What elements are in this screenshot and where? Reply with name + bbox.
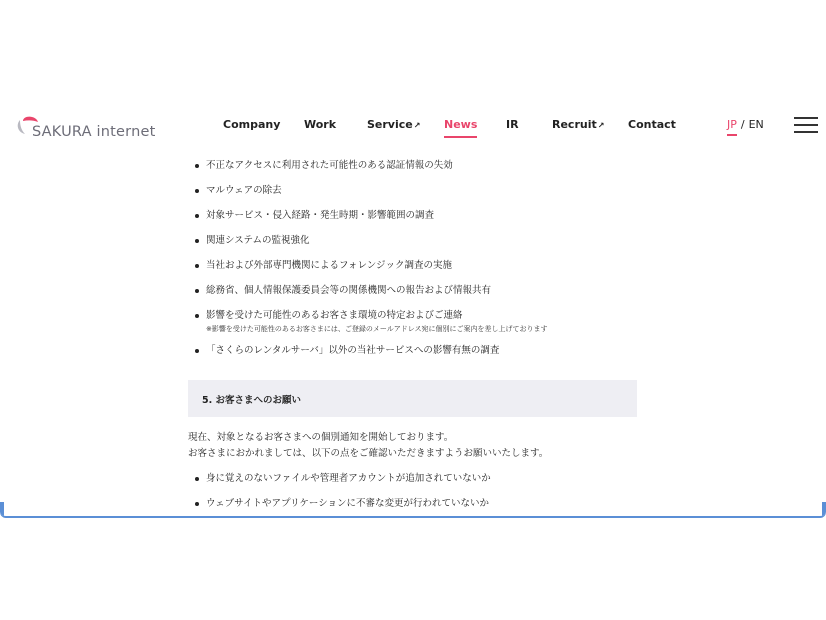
measures-list xyxy=(188,159,638,358)
bullet-icon xyxy=(195,264,199,268)
bullet-icon xyxy=(195,164,199,168)
list-item: マルウェアの除去 xyxy=(188,184,638,198)
lang-separator: / xyxy=(740,118,745,131)
nav-news[interactable]: News xyxy=(444,118,478,131)
list-item: 「さくらのレンタルサーバ」以外の当社サービスへの影響有無の調査 xyxy=(188,344,638,358)
list-item: 対象サービス・侵入経路・発生時期・影響範囲の調査 xyxy=(188,209,638,223)
lang-en[interactable]: EN xyxy=(748,118,764,131)
list-item: 不正なアクセスに利用された可能性のある認証情報の失効 xyxy=(188,159,638,173)
nav-contact[interactable]: Contact xyxy=(628,118,676,131)
request-list xyxy=(188,472,638,511)
paragraph-line: 現在、対象となるお客さまへの個別通知を開始しております。 xyxy=(188,432,454,443)
site-header xyxy=(0,104,826,148)
section-heading-box xyxy=(188,380,637,417)
list-item: 影響を受けた可能性のあるお客さま環境の特定およびご連絡 ※影響を受けた可能性のあるお客さまには、ご登録のメールアドレス宛に個別にご案内を差し上げております xyxy=(188,309,638,335)
nav-service[interactable]: Service↗ xyxy=(367,118,421,131)
section-paragraph xyxy=(188,430,548,462)
list-item: ウェブサイトやアプリケーションに不審な変更が行われていないか xyxy=(188,497,638,511)
notice-note: ※影響を受けた可能性のあるお客さまには、ご登録のメールアドレス宛に個別にご案内を差し上げております xyxy=(206,325,548,333)
bullet-icon xyxy=(195,289,199,293)
nav-company[interactable]: Company xyxy=(223,118,281,131)
bullet-icon xyxy=(195,214,199,218)
nav-recruit[interactable]: Recruit↗ xyxy=(552,118,605,131)
list-item: 総務省、個人情報保護委員会等の関係機関への報告および情報共有 xyxy=(188,284,638,298)
language-switcher xyxy=(727,118,764,131)
bullet-icon xyxy=(195,314,199,318)
list-item: 身に覚えのないファイルや管理者アカウントが追加されていないか xyxy=(188,472,638,486)
list-item: 当社および外部専門機関によるフォレンジック調査の実施 xyxy=(188,259,638,273)
nav-work[interactable]: Work xyxy=(304,118,337,131)
hamburger-icon[interactable] xyxy=(794,117,818,133)
paragraph-line: お客さまにおかれましては、以下の点をご確認いただきますようお願いいたします。 xyxy=(188,448,549,459)
list-item: 関連システムの監視強化 xyxy=(188,234,638,248)
external-link-icon: ↗ xyxy=(597,121,605,130)
bullet-icon xyxy=(195,239,199,243)
bullet-icon xyxy=(195,502,199,506)
measures-section xyxy=(188,156,638,358)
bullet-icon xyxy=(195,349,199,353)
bullet-icon xyxy=(195,189,199,193)
lang-jp[interactable]: JP xyxy=(727,118,737,131)
external-link-icon: ↗ xyxy=(413,121,421,130)
nav-ir[interactable]: IR xyxy=(506,118,519,131)
main-nav xyxy=(0,118,826,138)
logo-text: SAKURA internet xyxy=(32,124,156,140)
bullet-icon xyxy=(195,477,199,481)
section-title: 5. お客さまへのお願い xyxy=(202,395,302,406)
